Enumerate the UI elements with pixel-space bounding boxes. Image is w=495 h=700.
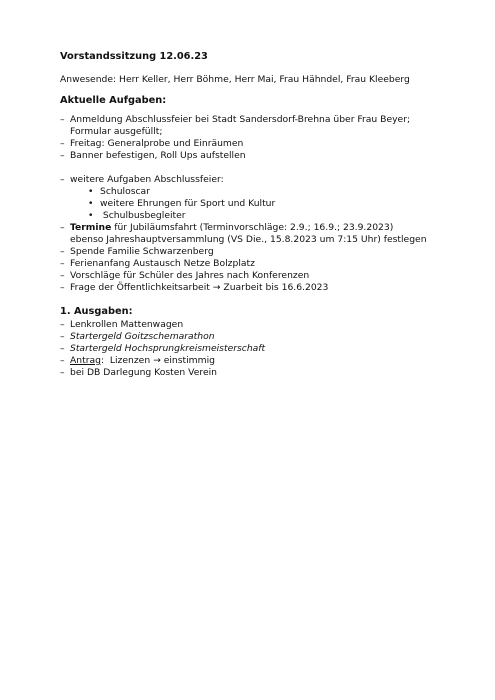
list-item (60, 331, 460, 343)
list-item (60, 246, 460, 258)
list-item-text: Vorschläge für Schüler des Jahres nach Konferenzen (70, 270, 310, 281)
bullet-marker: • (88, 186, 94, 197)
list-item (60, 282, 460, 294)
sub-bullet-list (60, 186, 460, 222)
sub-list-item-text: Schuloscar (100, 186, 150, 197)
document-title: Vorstandssitzung 12.06.23 (60, 51, 208, 62)
dash-marker: – (60, 114, 65, 125)
bullet-marker: • (88, 198, 94, 209)
dash-marker: – (60, 270, 65, 281)
dash-marker: – (60, 343, 65, 354)
dash-marker: – (60, 355, 65, 366)
list-item-text: Spende Familie Schwarzenberg (70, 246, 214, 257)
dash-marker: – (60, 331, 65, 342)
list-item-text: Freitag: Generalprobe und Einräumen (70, 138, 244, 149)
list-item-text: bei DB Darlegung Kosten Verein (70, 367, 217, 378)
list-item-text: Anmeldung Abschlussfeier bei Stadt Sandersdorf-Brehna über Frau Beyer; (70, 114, 411, 125)
current-tasks-list (60, 114, 460, 162)
attendance-line: Anwesende: Herr Keller, Herr Böhme, Herr Mai, Frau Hähndel, Frau Kleeberg (60, 74, 410, 85)
list-item-text-continued: Formular ausgefüllt; (70, 126, 163, 137)
list-item-text: Banner befestigen, Roll Ups aufstellen (70, 150, 246, 161)
arrow-right-icon: → (212, 282, 221, 293)
dash-marker: – (60, 222, 65, 233)
dash-marker: – (60, 174, 65, 185)
termine-bold-word: Termine (70, 222, 112, 233)
list-item (60, 367, 460, 379)
list-item (60, 174, 460, 186)
list-item (60, 258, 460, 270)
sub-list-container (60, 186, 460, 222)
list-item (60, 150, 460, 162)
antrag-text: : Lizenzen (100, 355, 154, 366)
expenses-list (60, 319, 460, 379)
public-work-text: Frage der Öffentlichkeitsarbeit (70, 282, 213, 293)
expenses-heading-text: Ausgaben: (73, 306, 133, 317)
list-item-text: Startergeld Goitzschemarathon (70, 331, 215, 342)
expenses-heading (60, 306, 460, 319)
dash-marker: – (60, 138, 65, 149)
sub-list-item-text: Schulbusbegleiter (100, 210, 186, 221)
list-item (60, 355, 460, 367)
list-item-text: Ferienanfang Austausch Netze Bolzplatz (70, 258, 255, 269)
sub-list-item (60, 210, 460, 222)
list-item (60, 319, 460, 331)
bullet-marker: • (88, 210, 94, 221)
termine-text: für Jubiläumsfahrt (Terminvorschläge: 2.9.; 16.9.; 23.9.2023) (111, 222, 394, 233)
dash-marker: – (60, 367, 65, 378)
dash-marker: – (60, 258, 65, 269)
list-item-text: Lenkrollen Mattenwagen (70, 319, 184, 330)
antrag-result: einstimmig (160, 355, 215, 366)
further-tasks-list (60, 174, 460, 294)
termine-line (70, 222, 460, 234)
list-item (60, 138, 460, 150)
dash-marker: – (60, 246, 65, 257)
expenses-number: 1. (60, 306, 71, 317)
dash-marker: – (60, 150, 65, 161)
arrow-right-icon: → (153, 355, 161, 366)
dash-marker: – (60, 319, 65, 330)
list-item (60, 114, 460, 138)
list-item (60, 270, 460, 282)
list-item-text: Startergeld Hochsprungkreismeisterschaft (70, 343, 266, 354)
list-item (60, 343, 460, 355)
list-item (60, 222, 460, 246)
document-content (60, 51, 460, 379)
termine-line-continued: ebenso Jahreshauptversammlung (VS Die., 15.8.2023 um 7:15 Uhr) festlegen (70, 234, 427, 245)
current-tasks-heading: Aktuelle Aufgaben: (60, 95, 167, 106)
sub-list-item-text: weitere Ehrungen für Sport und Kultur (100, 198, 276, 209)
dash-marker: – (60, 282, 65, 293)
sub-list-item (60, 186, 460, 198)
list-item-text: weitere Aufgaben Abschlussfeier: (70, 174, 224, 185)
public-work-deadline: Zuarbeit bis 16.6.2023 (220, 282, 329, 293)
antrag-label: Antrag (70, 355, 101, 366)
sub-list-item (60, 198, 460, 210)
